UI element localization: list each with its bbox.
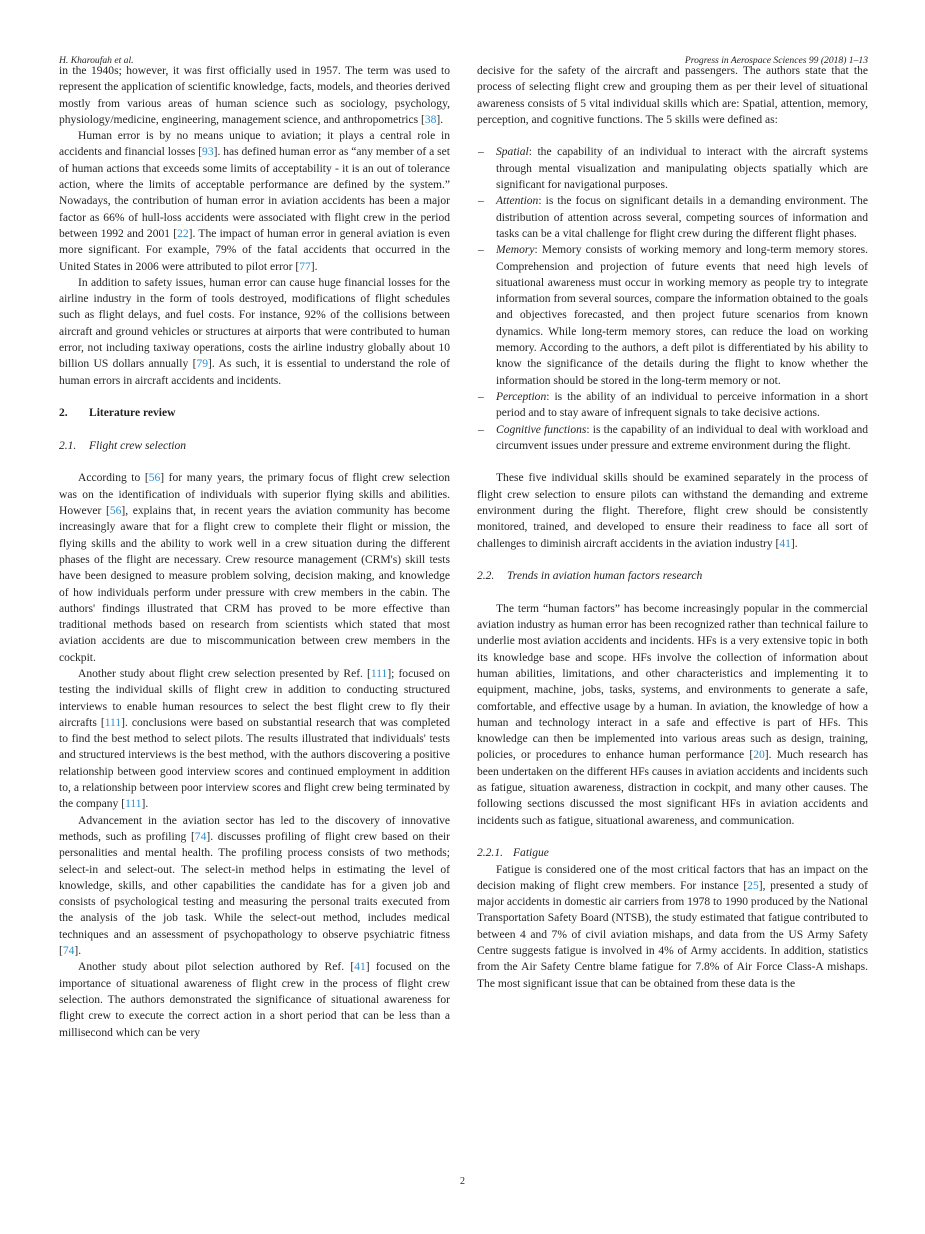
subsection-heading [59,438,450,454]
list-item [477,422,868,455]
paragraph-text: ]. [141,798,149,811]
paragraph-text: Human error is by no means unique to aviation; it plays a central role in accidents and financial losses [ [59,130,450,159]
paragraph-text: ], presented a study of major accidents in domestic air carriers from 1978 to 1990 produced by the National Transportation Safety Board (NTSB), the study estimated that fatigue contributed to between 4 and 7% of civil aviation mishaps, and data from the US Army Safety Centre suggests fatigue is involved in 4% of Army accidents. In addition, statistics from the Air Safety Centre blame fatigue for 7.8% of Air Force Class-A mishaps. The most significant issue that can be obtained from these data is the [477,879,868,990]
citation-link[interactable]: 74 [194,830,207,843]
paragraph-text: The term “human factors” has become increasingly popular in the commercial aviation industry as human error has been recognized rather than technical failure to underlie most aviation accidents and incidents. HFs is a very extensive topic in both its knowledge base and scope. HFs involve the collection of information about human abilities, limitations, and other characteristics and implementing it to equipment, machine, jobs, tasks, systems, and environments to generate a safe, comfortable, and effective usage by a human. In aviation, the knowledge of how a human and technology interact in a safe and effective is part of HFs. This knowledge can then be implemented into various areas such as design, training, policies, or procedures to enhance human performance [ [477,602,868,762]
citation-link[interactable]: 93 [202,146,214,159]
paragraph [59,666,450,813]
paragraph [59,275,450,389]
paragraph-text: ], explains that, in recent years the aviation community has become increasingly aware that for a flight crew to complete their flight or mission, the flying skills and the ability to work well in a crew situation during the different phases of the flight are necessary. Crew resource management (CRM's) skill tests have been designed to measure problem solving, decision making, and knowledge of how individuals perform under pressure with crew members in the cabin. The authors' findings illustrated that CRM has proved to be more effective than traditional methods based on research from scientists which stated that most aviation accidents are due to miscommunication between crew members in the cockpit. [59,505,450,664]
paragraph-text: ]. discusses profiling of flight crew based on their personalities and mental health. The profiling process consists of two methods; select-in and select-out. The select-in method helps in estimating the level of knowledge, skills, and other capabilities the candidate has for a given job and consists of psychological testing and measuring the personal traits executed from the analysis of the job task. While the select-out method, includes medical techniques and an assessment of psychopathology to observe psychiatric fitness [ [59,830,450,958]
paragraph [477,63,868,128]
dash-bullet-icon: – [478,423,484,436]
paragraph [59,813,450,960]
list-item-term: Cognitive functions [496,423,587,436]
subsection-heading [477,845,868,861]
list-item-text: : is the ability of an individual to perceive information in a short period and to stay aware of infrequent signals to take decisive actions. [496,390,868,420]
list-item-term: Attention [496,195,539,208]
heading-title: Flight crew selection [89,439,187,452]
paragraph-text: ]. has defined human error as “any member of a set of human actions that exceeds some limits of acceptability - it is an out of tolerance action, where the limits of acceptable performance are defined by the system.” Nowadays, the contribution of human error in aviation accidents has been a major factor as 66% of hull-loss accidents were associated with flight crew in the period between 1992 and 2001 [ [59,146,450,240]
paragraph-text: ] for many years, the primary focus of flight crew selection was on the identification of individuals with superior flying skills and abilities. However [ [59,472,450,518]
dash-bullet-icon: – [478,390,484,403]
citation-link[interactable]: 56 [148,472,161,485]
paragraph-text: ]. conclusions were based on substantial research that was completed to find the best method to select pilots. The results illustrated that individuals' tests and structured interviews is the best method, with the authors discovering a positive relationship between good interview scores and continued employment in addition to, a relationship between poor interview scores and flight crew being terminated by the company [ [59,716,450,811]
left-column [59,63,450,1041]
paragraph-text: decisive for the safety of the aircraft and passengers. The authors state that the process of selecting flight crew and grouping them as per their level of situational awareness consists of 5 vital individual skills which are: Spatial, attention, memory, perception, and cognitive functions. The 5 skills were defined as: [477,65,868,126]
paragraph-text: ]. [74,945,82,958]
list-item [477,242,868,389]
citation-link[interactable]: 20 [753,749,765,762]
page-number: 2 [460,1176,465,1187]
paragraph-text: Another study about flight crew selection presented by Ref. [ [78,667,371,680]
list-item-text: : Memory consists of working memory and long-term memory stores. Comprehension and projection of future events that need high levels of situational awareness must occur in working memory as people try to integrate information from several sources, compare the information obtained to the goals and objectives forecasted, and then project future scenarios from known dynamics. While long-term memory stores, can reduce the load on working memory. According to the authors, a deft pilot is differentiated by his ability to know the significance of the details during the flight to know whether the information should be stored in the long-term memory or not. [496,244,868,387]
paragraph [59,959,450,1040]
paragraph-text: ] focused on the importance of situational awareness of flight crew in the process of flight crew selection. The authors demonstrated the significance of situational awareness for flight crew to execute the correct action in a short period that can be less than a millisecond which can be very [59,961,450,1039]
list-item-text: : the capability of an individual to interact with the aircraft systems through mental visualization and manipulating objects spatially which are significant for navigational purposes. [496,146,868,192]
citation-link[interactable]: 111 [370,667,388,680]
dash-bullet-icon: – [478,146,484,159]
paragraph-text: ]. [436,113,444,126]
dash-bullet-icon: – [478,195,484,208]
citation-link[interactable]: 74 [62,945,75,958]
section-heading [59,405,450,421]
dash-bullet-icon: – [478,244,484,257]
list-item-term: Spatial [496,146,529,159]
paragraph-text: in the 1940s; however, it was first officially used in 1957. The term was used to represent the application of scientific knowledge, facts, models, and theories derived mostly from various areas of human science such as sociology, psychology, physiology/medicine, engineering, management science, and anthropometrics [ [59,65,450,126]
citation-link[interactable]: 111 [125,798,142,811]
list-item [477,144,868,193]
paragraph-text: In addition to safety issues, human error can cause huge financial losses for the airline industry in the form of tools destroyed, modifications of flight schedules such as flight delays, and fuel costs. For instance, 92% of the collisions between aircraft and ground vehicles or structures at airports that were contributed to human error, not including taxiway operations, costs the airline industry globally about 10 billion US dollars annually [ [59,276,450,371]
list-item-term: Perception [496,390,547,403]
list-item-text: : is the capability of an individual to deal with workload and circumvent issues under pressure and extreme environment during the flight. [496,423,868,452]
paragraph-text: ]; focused on testing the individual skills of flight crew in addition to conducting structured interviews to enable human resources to select the best flight crew to fly their aircrafts [ [59,667,450,729]
citation-link[interactable]: 41 [779,537,791,550]
heading-title: Literature review [89,407,176,420]
paragraph [477,862,868,992]
list-item-text: : is the focus on significant details in a demanding environment. The distribution of attention across several, competing sources of information and tasks can be a vital challenge for flight crew during the different flight phases. [496,195,868,240]
running-header-journal: Progress in Aerospace Sciences 99 (2018) 1–13 [684,55,868,66]
paragraph-text: Fatigue is considered one of the most critical factors that has an impact on the decision making of flight crew members. For instance [ [477,863,868,892]
list-item-term: Memory [496,244,535,257]
paragraph-text: ]. The impact of human error in general aviation is even more significant. For example, 79% of the fatal accidents that occurred in the United States in 2006 were attributed to pilot error [ [59,227,450,273]
citation-link[interactable]: 79 [196,358,209,371]
heading-number: 2.1. [59,439,77,452]
citation-link[interactable]: 111 [104,716,122,729]
citation-link[interactable]: 22 [177,227,189,240]
paragraph-text: ]. [790,537,798,550]
paragraph-text: ]. Much research has been undertaken on the different HFs causes in aviation accidents and incidents such as fatigue, situation awareness, distraction in cockpit, and many other causes. The following sections discussed the most significant HFs in aviation accidents and incidents such as fatigue, situational awareness, and communication. [477,749,868,827]
citation-link[interactable]: 25 [747,879,759,892]
paragraph-text: Another study about pilot selection authored by Ref. [ [78,961,355,974]
citation-link[interactable]: 77 [299,260,311,273]
heading-title: Trends in aviation human factors research [507,570,703,583]
citation-link[interactable]: 56 [109,505,122,518]
heading-number: 2.2.1. [477,847,503,860]
subsection-heading [477,568,868,584]
paragraph-text: ]. As such, it is essential to understand the role of human errors in aircraft accidents and incidents. [59,358,450,387]
paragraph [59,128,450,275]
right-column [477,63,868,992]
paragraph-text: ]. [310,260,318,273]
paragraph-text: Advancement in the aviation sector has led to the discovery of innovative methods, such as profiling [ [59,814,450,843]
heading-number: 2.2. [477,570,495,583]
citation-link[interactable]: 41 [354,961,366,974]
heading-title: Fatigue [513,847,549,860]
heading-number: 2. [59,407,68,420]
skills-list [477,144,868,454]
list-item [477,193,868,242]
paragraph-text: These five individual skills should be examined separately in the process of flight crew selection to ensure pilots can withstand the demanding and extreme environment during the flight. Therefore, flight crew should be consistently monitored, trained, and developed to ensure their readiness to face all sort of challenges to diminish aircraft accidents in the aviation industry [ [477,472,868,550]
paragraph [59,470,450,666]
paragraph [477,470,868,551]
paragraph [477,601,868,829]
paragraph [59,63,450,128]
paragraph-text: According to [ [78,472,149,485]
citation-link[interactable]: 38 [424,113,437,126]
list-item [477,389,868,422]
running-header-authors: H. Kharoufah et al. [59,55,134,66]
